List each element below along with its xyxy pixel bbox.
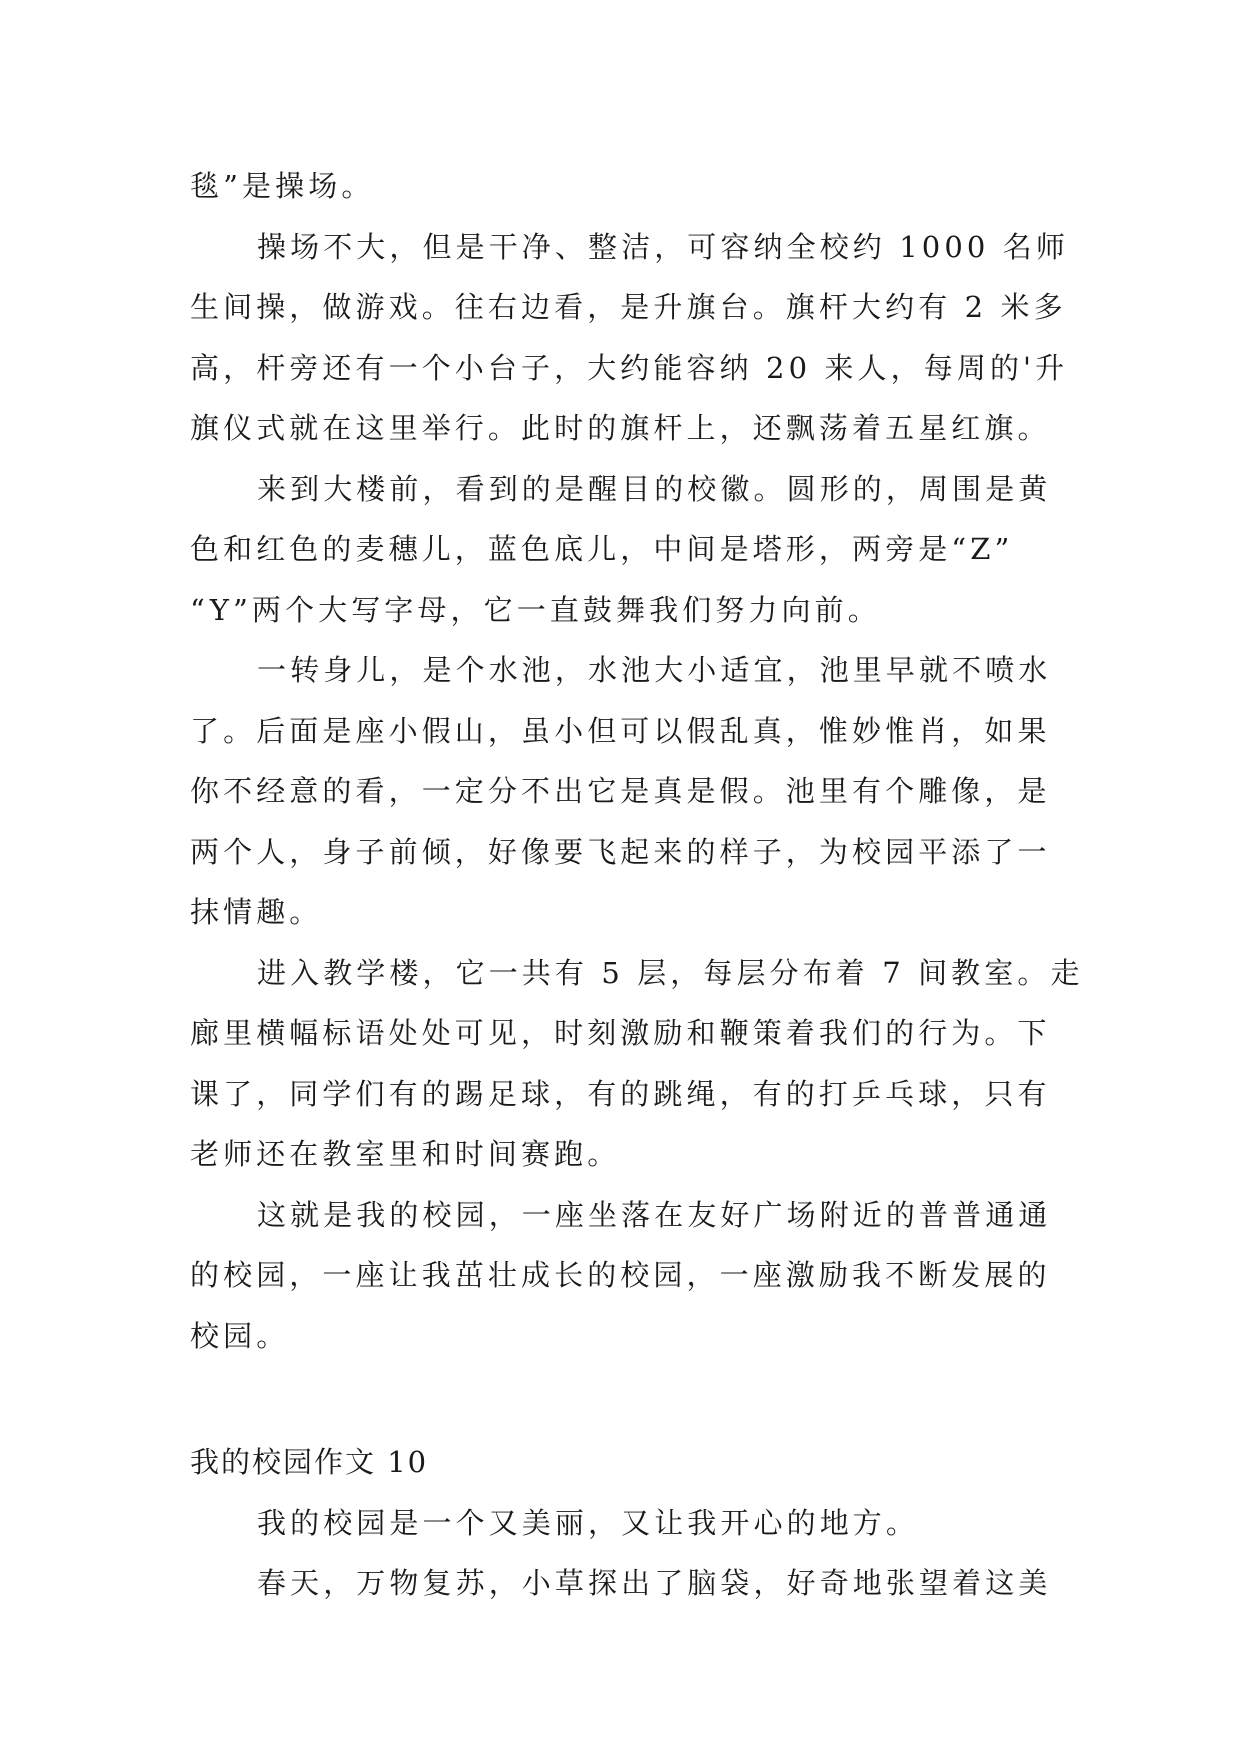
- paragraph-spring: [190, 1553, 1060, 1614]
- text-line: 旗仪式就在这里举行。此时的旗杆上，还飘荡着五星红旗。: [190, 411, 1051, 445]
- paragraph-pool: [190, 640, 1060, 943]
- text-line: 的校园，一座让我茁壮成长的校园，一座激励我不断发展的: [190, 1258, 1051, 1292]
- text-line: 课了，同学们有的踢足球，有的跳绳，有的打乒乓球，只有: [190, 1076, 1051, 1111]
- essay-text: [190, 156, 1084, 1614]
- text-line: 廊里横幅标语处处可见，时刻激励和鞭策着我们的行为。下: [190, 1016, 1051, 1050]
- section-gap: [190, 1366, 1060, 1432]
- text-line: 进入教学楼，它一共有 5 层，每层分布着 7 间教室。走: [257, 955, 1084, 990]
- text-line: 高，杆旁还有一个小台子，大约能容纳 20 来人，每周的'升: [190, 350, 1069, 385]
- text-line: 两个人，身子前倾，好像要飞起来的样子，为校园平添了一: [190, 834, 1051, 869]
- text-line: 老师还在教室里和时间赛跑。: [190, 1137, 621, 1171]
- section-heading: 我的校园作文 10: [190, 1445, 429, 1479]
- text-line: 这就是我的校园，一座坐落在友好广场附近的普普通通: [257, 1197, 1052, 1232]
- text-line: 你不经意的看，一定分不出它是真是假。池里有个雕像，是: [190, 774, 1051, 808]
- text-line: 操场不大，但是干净、整洁，可容纳全校约 1000 名师: [257, 229, 1069, 264]
- paragraph-intro: [190, 1493, 1060, 1554]
- text-line: 来到大楼前，看到的是醒目的校徽。圆形的，周围是黄: [257, 471, 1052, 506]
- paragraph-playground: [190, 217, 1069, 459]
- text-line: 了。后面是座小假山，虽小但可以假乱真，惟妙惟肖，如果: [190, 713, 1051, 748]
- text-line: 校园。: [190, 1318, 290, 1353]
- text-line: 色和红色的麦穗儿，蓝色底儿，中间是塔形，两旁是“Z”: [190, 532, 1014, 566]
- text-line: “Y”两个大写字母，它一直鼓舞我们努力向前。: [190, 592, 881, 627]
- text-line: 我的校园是一个又美丽，又让我开心的地方。: [257, 1505, 920, 1540]
- text-line: 抹情趣。: [190, 895, 323, 929]
- text-line: 春天，万物复苏，小草探出了脑袋，好奇地张望着这美: [257, 1566, 1052, 1600]
- paragraph-conclusion: [190, 1185, 1060, 1367]
- paragraph-school-badge: [190, 459, 1060, 641]
- text-line: 生间操，做游戏。往右边看，是升旗台。旗杆大约有 2 米多: [190, 290, 1067, 324]
- paragraph-teaching-building: [190, 943, 1084, 1185]
- text-line: 一转身儿，是个水池，水池大小适宜，池里早就不喷水: [257, 653, 1052, 687]
- text-line: 毯”是操场。: [190, 169, 375, 203]
